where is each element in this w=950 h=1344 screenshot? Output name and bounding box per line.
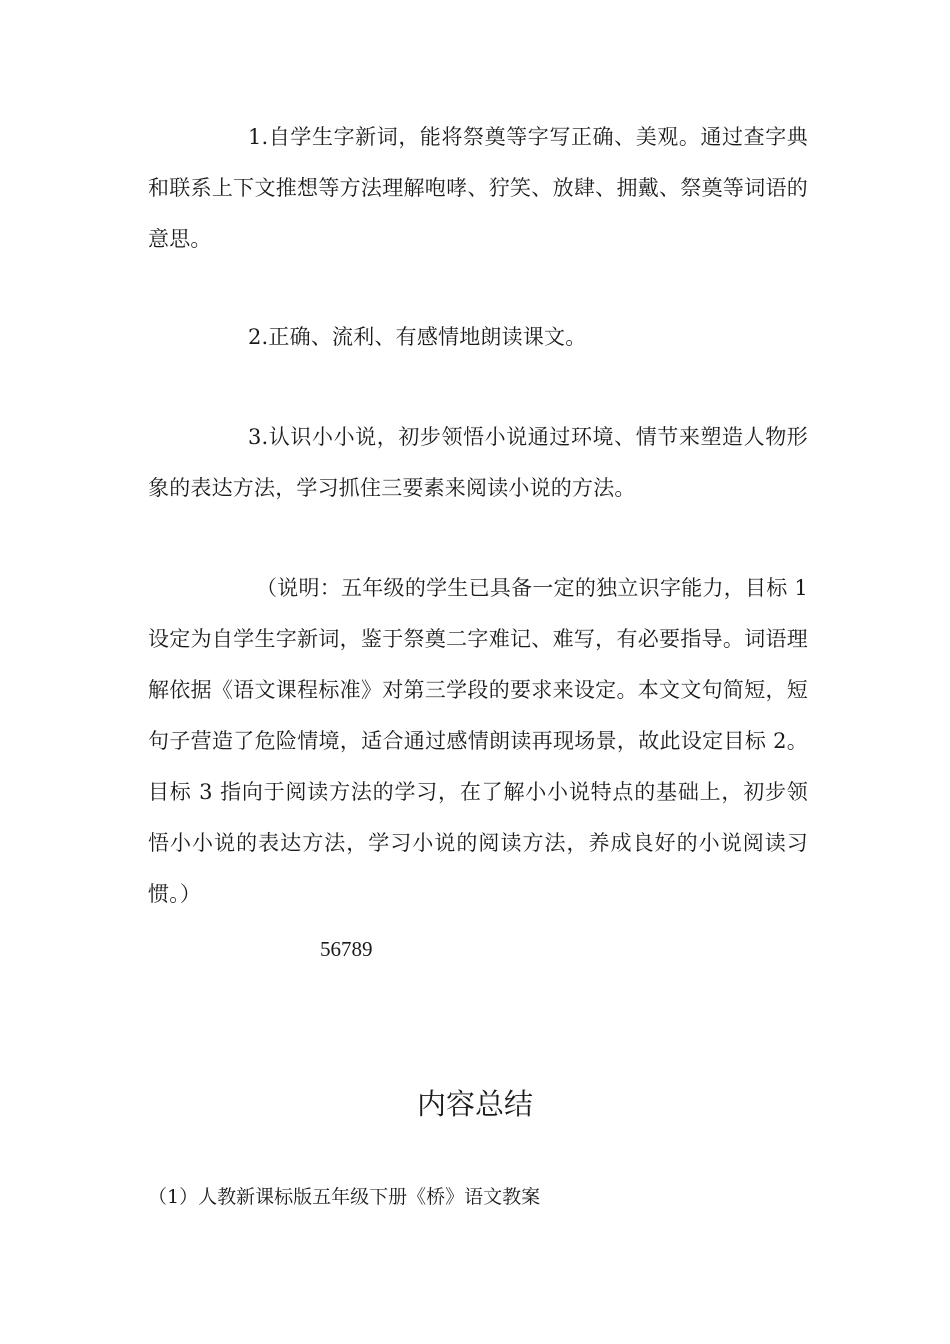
objective-paragraph-1: 1.自学生字新词，能将祭奠等字写正确、美观。通过查字典和联系上下文推想等方法理解咆哮、狞笑、放肆、拥戴、祭奠等词语的意思。 [148, 125, 808, 251]
summary-title: 内容总结 [416, 1087, 533, 1121]
objective-paragraph-3: 3.认识小小说，初步领悟小说通过环境、情节来塑造人物形象的表达方法，学习抓住三要素来阅读小说的方法。 [148, 425, 808, 500]
summary-item: （1）人教新课标版五年级下册《桥》语文教案 [148, 1186, 541, 1208]
objective-paragraph-2: 2.正确、流利、有感情地朗读课文。 [248, 325, 587, 349]
explanation-paragraph: （说明：五年级的学生已具备一定的独立识字能力，目标 1 设定为自学生字新词，鉴于祭奠二字难记、难写，有必要指导。词语理解依据《语文课程标准》对第三学段的要求来设定。本文文句简短，短句子营造了危险情境，适合通过感情朗读再现场景，故此设定目标 2。目标 3 指向于阅读方法的学习，在了解小小说特点的基础上，初步领悟小小说的表达方法，学习小说的阅读方法，养成良好的小说阅读习惯。） [148, 576, 808, 906]
page-number: 56789 [320, 937, 373, 961]
